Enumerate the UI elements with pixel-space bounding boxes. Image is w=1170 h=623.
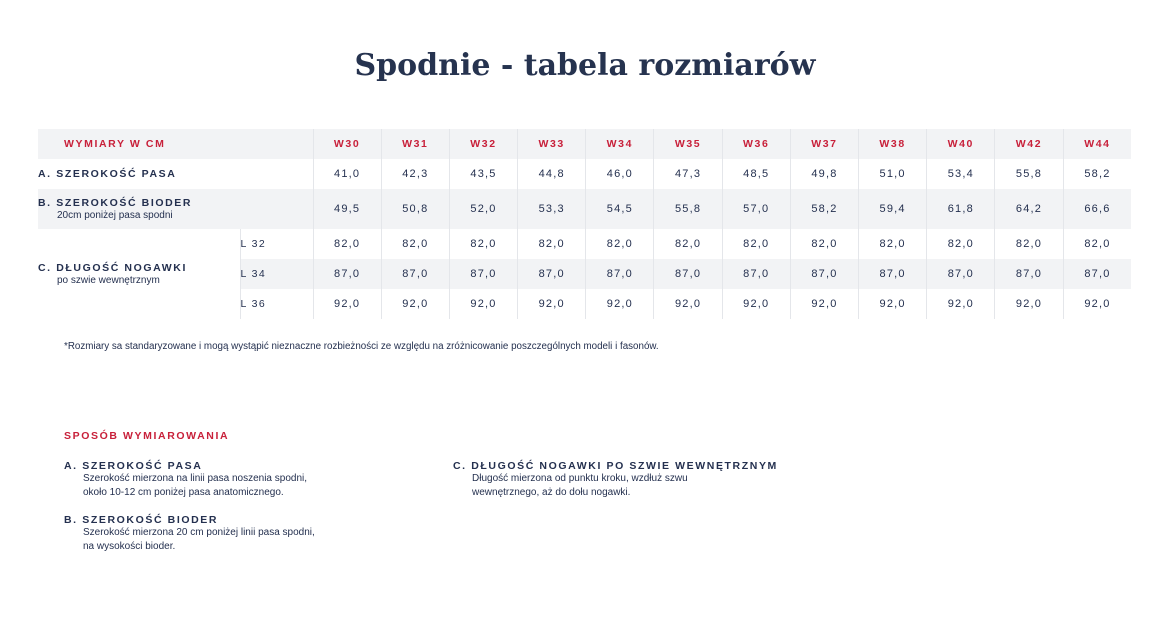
- length-label: L 32: [240, 229, 313, 259]
- table-cell: 82,0: [927, 229, 995, 259]
- table-cell: 66,6: [1063, 189, 1131, 229]
- page-title: Spodnie - tabela rozmiarów: [354, 48, 816, 83]
- table-cell: 87,0: [927, 259, 995, 289]
- table-cell: 87,0: [449, 259, 517, 289]
- table-cell: 92,0: [859, 289, 927, 319]
- size-header: W35: [654, 129, 722, 159]
- leg-label: C. DŁUGOŚĆ NOGAWKI: [38, 262, 187, 274]
- size-header: W42: [995, 129, 1063, 159]
- table-cell: 53,4: [927, 159, 995, 189]
- table-cell: 51,0: [859, 159, 927, 189]
- size-header: W33: [518, 129, 586, 159]
- table-cell: 87,0: [518, 259, 586, 289]
- table-cell: 48,5: [722, 159, 790, 189]
- size-header: W31: [381, 129, 449, 159]
- table-cell: 82,0: [722, 229, 790, 259]
- table-cell: 52,0: [449, 189, 517, 229]
- size-header: W40: [927, 129, 995, 159]
- length-label: L 36: [240, 289, 313, 319]
- method-leg-line2: wewnętrznego, aż do dołu nogawki.: [472, 486, 631, 498]
- table-cell: 46,0: [586, 159, 654, 189]
- table-cell: 82,0: [790, 229, 858, 259]
- table-cell: 82,0: [313, 229, 381, 259]
- table-cell: 92,0: [313, 289, 381, 319]
- table-cell: 87,0: [654, 259, 722, 289]
- table-cell: 44,8: [518, 159, 586, 189]
- size-header: W44: [1063, 129, 1131, 159]
- table-cell: 92,0: [722, 289, 790, 319]
- table-cell: 50,8: [381, 189, 449, 229]
- leg-sublabel: po szwie wewnętrznym: [57, 275, 160, 286]
- table-cell: 92,0: [449, 289, 517, 319]
- table-cell: 49,5: [313, 189, 381, 229]
- table-cell: 92,0: [1063, 289, 1131, 319]
- size-header: W38: [859, 129, 927, 159]
- method-waist-line1: Szerokość mierzona na linii pasa noszenia spodni,: [83, 473, 308, 484]
- table-row-waist: [38, 159, 1131, 189]
- size-header: W36: [722, 129, 790, 159]
- method-waist-heading: A. SZEROKOŚĆ PASA: [64, 460, 203, 472]
- table-cell: 92,0: [790, 289, 858, 319]
- table-cell: 92,0: [927, 289, 995, 319]
- table-cell: 47,3: [654, 159, 722, 189]
- table-cell: 92,0: [995, 289, 1063, 319]
- table-cell: 87,0: [1063, 259, 1131, 289]
- header-label: WYMIARY W CM: [38, 129, 313, 159]
- table-cell: 82,0: [995, 229, 1063, 259]
- table-cell: 55,8: [654, 189, 722, 229]
- table-row-hips: [38, 189, 1131, 229]
- method-hips-line2: na wysokości bioder.: [83, 540, 176, 552]
- table-cell: 42,3: [381, 159, 449, 189]
- row-label-hips: [38, 189, 313, 229]
- table-cell: 82,0: [381, 229, 449, 259]
- row-label-leg: [38, 229, 240, 319]
- table-cell: 57,0: [722, 189, 790, 229]
- waist-label: A. SZEROKOŚĆ PASA: [38, 168, 177, 180]
- table-cell: 87,0: [859, 259, 927, 289]
- size-header: W34: [586, 129, 654, 159]
- table-cell: 92,0: [654, 289, 722, 319]
- size-table: [38, 129, 1131, 319]
- method-title: SPOSÓB WYMIAROWANIA: [64, 430, 230, 442]
- table-cell: 87,0: [790, 259, 858, 289]
- table-cell: 49,8: [790, 159, 858, 189]
- table-cell: 41,0: [313, 159, 381, 189]
- size-header: W30: [313, 129, 381, 159]
- table-cell: 87,0: [381, 259, 449, 289]
- method-hips-heading: B. SZEROKOŚĆ BIODER: [64, 514, 219, 526]
- table-header-row: [38, 129, 1131, 159]
- method-leg-heading: C. DŁUGOŚĆ NOGAWKI PO SZWIE WEWNĘTRZNYM: [453, 460, 778, 472]
- table-cell: 82,0: [654, 229, 722, 259]
- table-cell: 87,0: [586, 259, 654, 289]
- method-leg-line1: Długość mierzona od punktu kroku, wzdłuż szwu: [472, 473, 688, 484]
- table-cell: 54,5: [586, 189, 654, 229]
- method-leg: [453, 460, 778, 499]
- length-label: L 34: [240, 259, 313, 289]
- row-label-waist: [38, 159, 313, 189]
- table-cell: 92,0: [381, 289, 449, 319]
- table-cell: 87,0: [722, 259, 790, 289]
- method-hips: [64, 514, 315, 553]
- table-cell: 43,5: [449, 159, 517, 189]
- table-cell: 82,0: [859, 229, 927, 259]
- size-header: W37: [790, 129, 858, 159]
- table-cell: 55,8: [995, 159, 1063, 189]
- table-cell: 59,4: [859, 189, 927, 229]
- size-header: W32: [449, 129, 517, 159]
- method-waist: [64, 460, 307, 499]
- table-cell: 87,0: [313, 259, 381, 289]
- table-cell: 92,0: [518, 289, 586, 319]
- table-cell: 87,0: [995, 259, 1063, 289]
- table-cell: 92,0: [586, 289, 654, 319]
- table-cell: 64,2: [995, 189, 1063, 229]
- table-cell: 82,0: [586, 229, 654, 259]
- table-cell: 61,8: [927, 189, 995, 229]
- table-row-l32: [38, 229, 1131, 259]
- method-waist-line2: około 10-12 cm poniżej pasa anatomicznego.: [83, 486, 284, 498]
- table-cell: 82,0: [518, 229, 586, 259]
- table-cell: 58,2: [790, 189, 858, 229]
- table-cell: 58,2: [1063, 159, 1131, 189]
- table-cell: 82,0: [449, 229, 517, 259]
- footnote: *Rozmiary sa standaryzowane i mogą wystąpić nieznaczne rozbieżności ze względu na zróżnicowanie poszczególnych modeli i fasonów.: [64, 341, 659, 352]
- table-cell: 82,0: [1063, 229, 1131, 259]
- hips-label: B. SZEROKOŚĆ BIODER: [38, 197, 193, 209]
- table-cell: 53,3: [518, 189, 586, 229]
- hips-sublabel: 20cm poniżej pasa spodni: [57, 210, 173, 221]
- method-hips-line1: Szerokość mierzona 20 cm poniżej linii pasa spodni,: [83, 527, 315, 538]
